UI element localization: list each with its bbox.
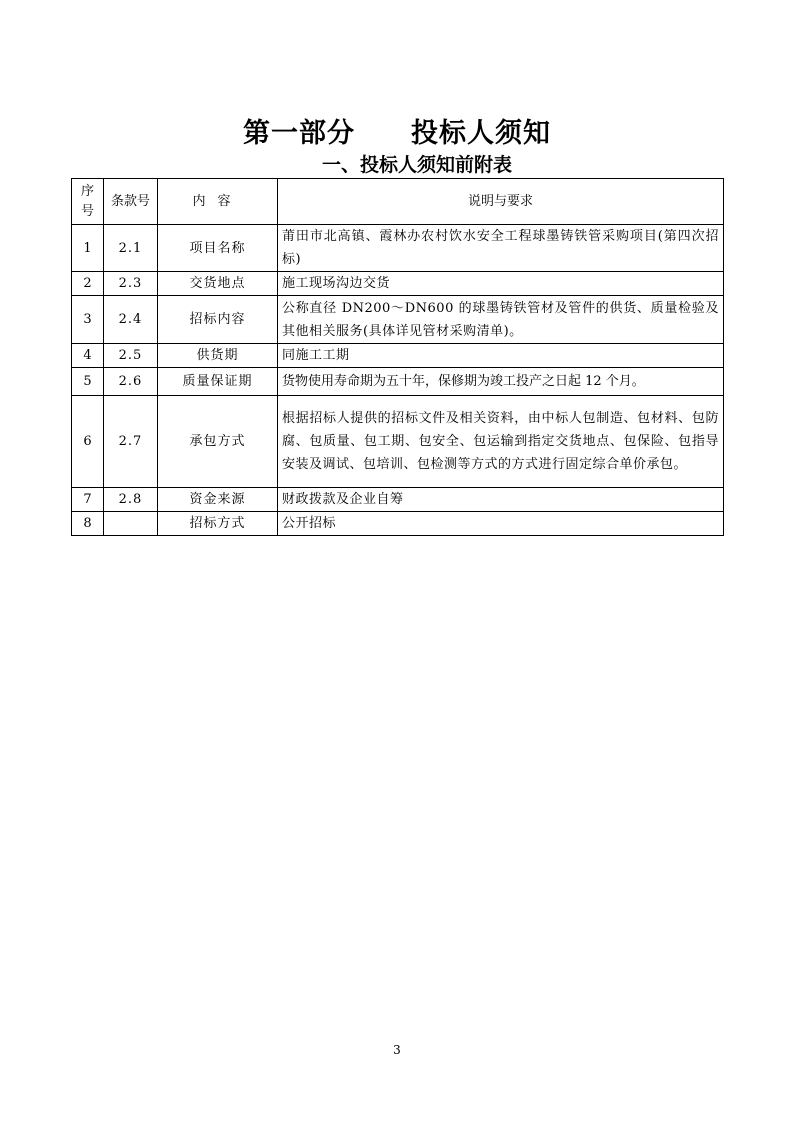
table-header-row bbox=[72, 179, 724, 225]
row-seq: 3 bbox=[72, 296, 104, 344]
row-description: 财政拨款及企业自筹 bbox=[278, 488, 724, 512]
row-content: 资金来源 bbox=[158, 488, 278, 512]
table-row bbox=[72, 396, 724, 488]
row-content: 质量保证期 bbox=[158, 368, 278, 396]
row-clause: 2.4 bbox=[104, 296, 158, 344]
row-clause: 2.5 bbox=[104, 344, 158, 368]
row-clause: 2.3 bbox=[104, 272, 158, 296]
table-row bbox=[72, 225, 724, 272]
table-row bbox=[72, 488, 724, 512]
row-content: 招标内容 bbox=[158, 296, 278, 344]
row-description: 同施工工期 bbox=[278, 344, 724, 368]
row-seq: 5 bbox=[72, 368, 104, 396]
row-description: 公开招标 bbox=[278, 512, 724, 536]
row-description: 货物使用寿命期为五十年，保修期为竣工投产之日起 12 个月。 bbox=[278, 368, 724, 396]
row-content: 交货地点 bbox=[158, 272, 278, 296]
table-row bbox=[72, 512, 724, 536]
table-row bbox=[72, 296, 724, 344]
row-content: 承包方式 bbox=[158, 396, 278, 488]
header-seq: 序号 bbox=[72, 179, 104, 225]
row-clause: 2.1 bbox=[104, 225, 158, 272]
header-clause: 条款号 bbox=[104, 179, 158, 225]
table-row bbox=[72, 344, 724, 368]
row-seq: 2 bbox=[72, 272, 104, 296]
header-description: 说明与要求 bbox=[278, 179, 724, 225]
row-description: 施工现场沟边交货 bbox=[278, 272, 724, 296]
header-content: 内容 bbox=[158, 179, 278, 225]
table-row bbox=[72, 368, 724, 396]
table-row bbox=[72, 272, 724, 296]
row-content: 项目名称 bbox=[158, 225, 278, 272]
row-seq: 8 bbox=[72, 512, 104, 536]
row-content: 招标方式 bbox=[158, 512, 278, 536]
bidder-notice-table bbox=[71, 178, 724, 536]
row-content: 供货期 bbox=[158, 344, 278, 368]
section-title: 一、投标人须知前附表 bbox=[321, 154, 512, 176]
part-title: 第一部分 投标人须知 bbox=[243, 118, 551, 149]
row-description: 莆田市北高镇、霞林办农村饮水安全工程球墨铸铁管采购项目(第四次招标) bbox=[278, 225, 724, 272]
row-clause: 2.7 bbox=[104, 396, 158, 488]
row-seq: 1 bbox=[72, 225, 104, 272]
page-number: 3 bbox=[393, 1043, 401, 1057]
row-clause: 2.8 bbox=[104, 488, 158, 512]
row-description: 根据招标人提供的招标文件及相关资料，由中标人包制造、包材料、包防腐、包质量、包工期、包安全、包运输到指定交货地点、包保险、包指导安装及调试、包培训、包检测等方式的方式进行固定综合单价承包。 bbox=[278, 396, 724, 488]
row-seq: 4 bbox=[72, 344, 104, 368]
row-seq: 6 bbox=[72, 396, 104, 488]
row-clause: 2.6 bbox=[104, 368, 158, 396]
row-clause bbox=[104, 512, 158, 536]
row-description: 公称直径 DN200～DN600 的球墨铸铁管材及管件的供货、质量检验及其他相关服务(具体详见管材采购清单)。 bbox=[278, 296, 724, 344]
row-seq: 7 bbox=[72, 488, 104, 512]
